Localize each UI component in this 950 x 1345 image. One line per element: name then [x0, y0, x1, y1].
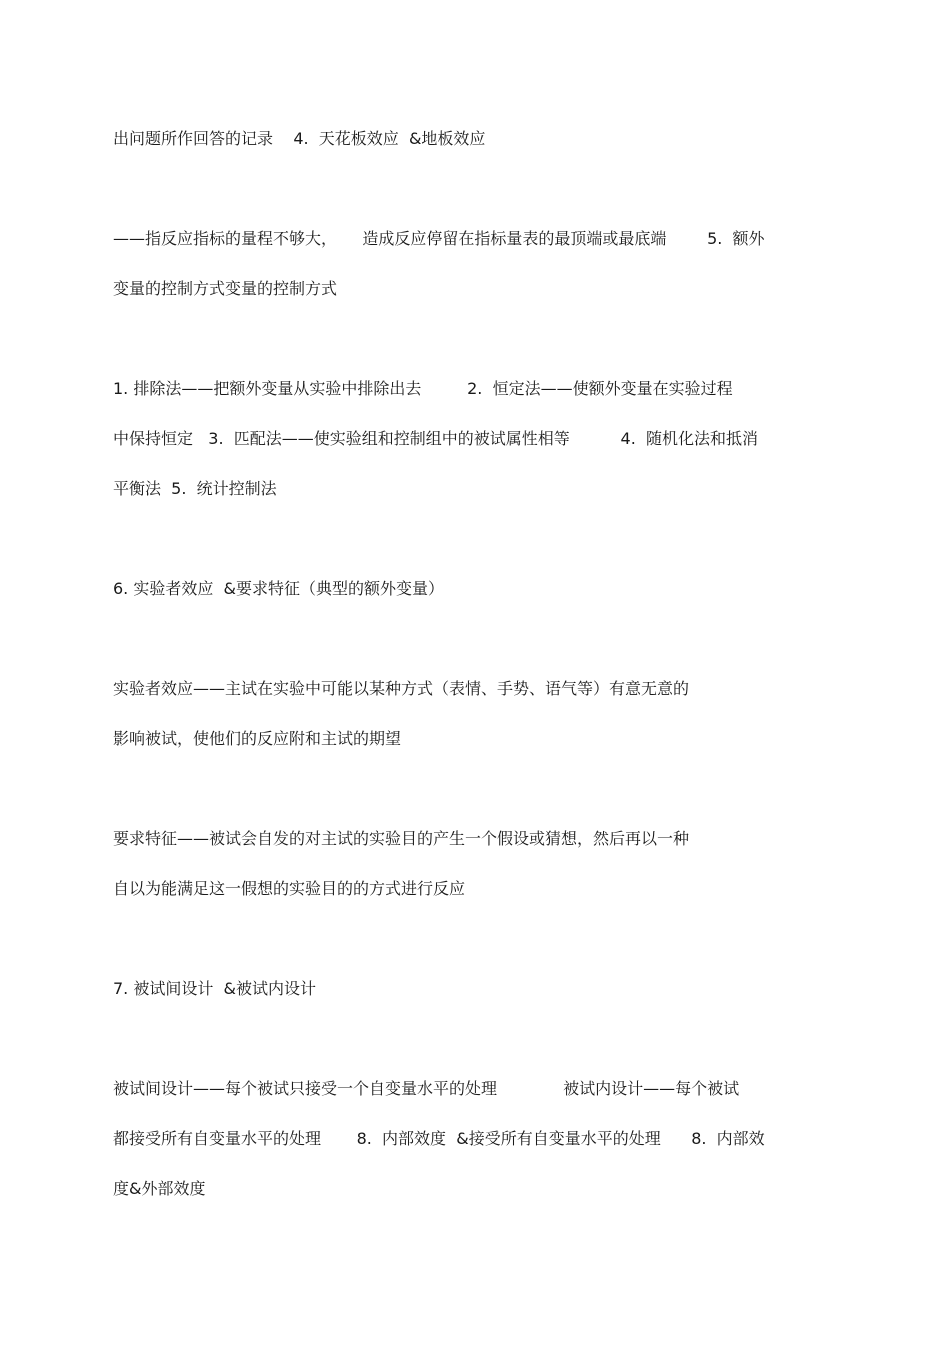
text-line: 被试间设计——每个被试只接受一个自变量水平的处理 被试内设计——每个被试 — [113, 1079, 740, 1098]
text-line: 要求特征——被试会自发的对主试的实验目的产生一个假设或猜想，然后再以一种 — [113, 829, 690, 848]
text-line: ——指反应指标的量程不够大， 造成反应停留在指标量表的最顶端或最底端 5. 额外 — [113, 229, 765, 248]
text-line: 度&外部效度 — [113, 1179, 206, 1198]
text-line: 中保持恒定 3. 匹配法——使实验组和控制组中的被试属性相等 4. 随机化法和抵消 — [113, 429, 758, 448]
text-line: 平衡法 5. 统计控制法 — [113, 479, 277, 498]
section-heading: 7. 被试间设计 &被试内设计 — [113, 979, 317, 998]
text-line: 出问题所作回答的记录 4. 天花板效应 &地板效应 — [113, 129, 486, 148]
text-line: 都接受所有自变量水平的处理 8. 内部效度 &接受所有自变量水平的处理 8. 内部效 — [113, 1129, 765, 1148]
text-line: 影响被试，使他们的反应附和主试的期望 — [113, 729, 402, 748]
text-line: 变量的控制方式变量的控制方式 — [113, 279, 338, 298]
section-heading: 6. 实验者效应 &要求特征（典型的额外变量） — [113, 579, 445, 598]
text-line: 自以为能满足这一假想的实验目的的方式进行反应 — [113, 879, 466, 898]
text-line: 1. 排除法——把额外变量从实验中排除出去 2. 恒定法——使额外变量在实验过程 — [113, 379, 733, 398]
text-line: 实验者效应——主试在实验中可能以某种方式（表情、手势、语气等）有意无意的 — [113, 679, 690, 698]
